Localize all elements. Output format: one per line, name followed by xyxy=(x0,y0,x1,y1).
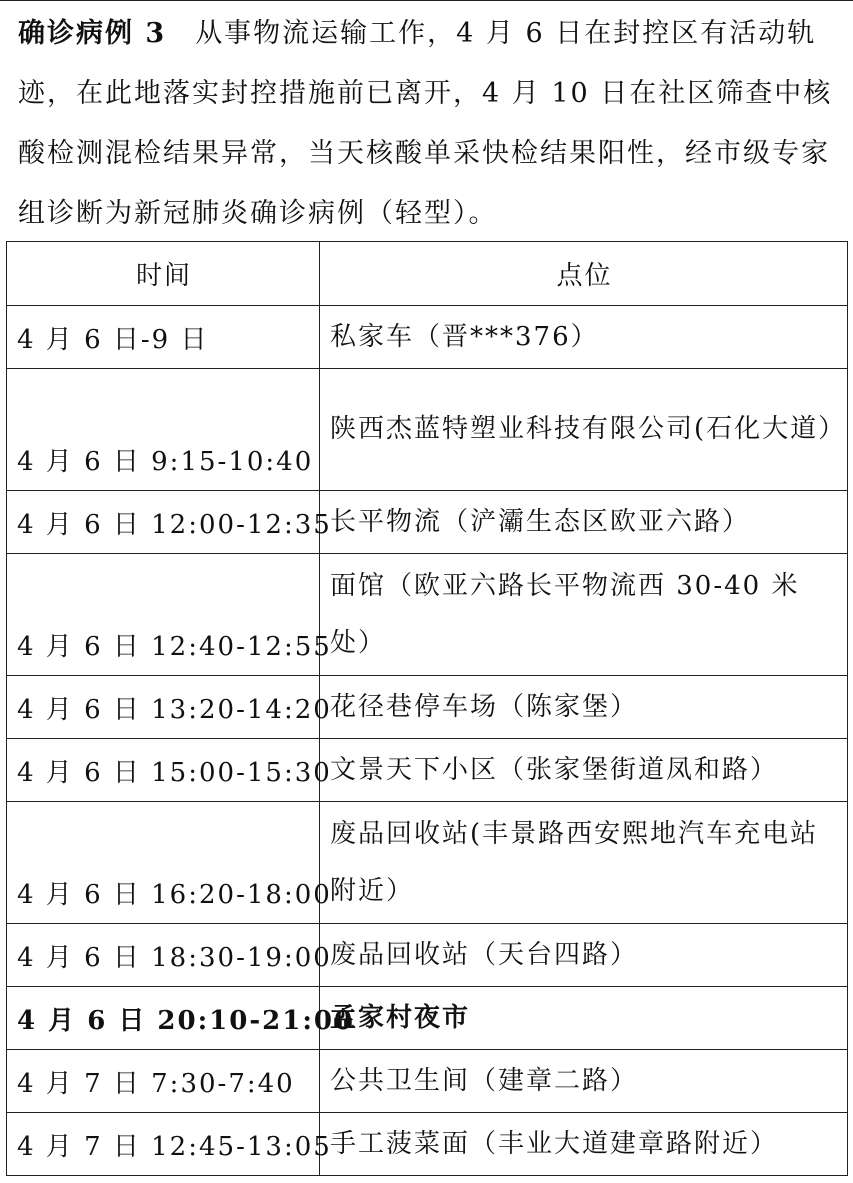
row-place: 废品回收站(丰景路西安熙地汽车充电站附近） xyxy=(320,802,848,924)
row-time: 4 月 6 日 9:15-10:40 xyxy=(7,369,320,491)
row-place: 文景天下小区（张家堡街道凤和路） xyxy=(320,739,848,802)
row-place: 花径巷停车场（陈家堡） xyxy=(320,676,848,739)
top-rule xyxy=(0,0,853,1)
row-place: 面馆（欧亚六路长平物流西 30-40 米处） xyxy=(320,554,848,676)
table-header-row xyxy=(7,242,848,306)
row-time: 4 月 7 日 12:45-13:05 xyxy=(7,1113,320,1176)
row-place: 公共卫生间（建章二路） xyxy=(320,1050,848,1113)
table-row xyxy=(7,306,848,369)
row-time: 4 月 6 日 12:00-12:35 xyxy=(7,491,320,554)
row-place: 长平物流（浐灞生态区欧亚六路） xyxy=(320,491,848,554)
row-time: 4 月 6 日 18:30-19:00 xyxy=(7,924,320,987)
row-time: 4 月 6 日 16:20-18:00 xyxy=(7,802,320,924)
row-place: 私家车（晋***376） xyxy=(320,306,848,369)
row-time: 4 月 6 日 13:20-14:20 xyxy=(7,676,320,739)
table-row xyxy=(7,987,848,1050)
row-time: 4 月 6 日 12:40-12:55 xyxy=(7,554,320,676)
row-time: 4 月 7 日 7:30-7:40 xyxy=(7,1050,320,1113)
case-label: 确诊病例 3 xyxy=(18,18,167,49)
row-place: 手工菠菜面（丰业大道建章路附近） xyxy=(320,1113,848,1176)
table-row xyxy=(7,676,848,739)
table-row xyxy=(7,739,848,802)
table-row xyxy=(7,554,848,676)
table-row xyxy=(7,802,848,924)
table-row xyxy=(7,491,848,554)
row-place: 陕西杰蓝特塑业科技有限公司(石化大道） xyxy=(320,369,848,491)
header-place: 点位 xyxy=(320,242,848,306)
row-place: 废品回收站（天台四路） xyxy=(320,924,848,987)
row-time: 4 月 6 日-9 日 xyxy=(7,306,320,369)
table-row xyxy=(7,1113,848,1176)
case-description xyxy=(18,4,838,244)
row-place: 孟家村夜市 xyxy=(320,987,848,1050)
itinerary-table xyxy=(6,241,848,1176)
header-time: 时间 xyxy=(7,242,320,306)
row-time: 4 月 6 日 20:10-21:00 xyxy=(7,987,320,1050)
table-row xyxy=(7,924,848,987)
row-time: 4 月 6 日 15:00-15:30 xyxy=(7,739,320,802)
table-row xyxy=(7,1050,848,1113)
table-row xyxy=(7,369,848,491)
case-text: 从事物流运输工作，4 月 6 日在封控区有活动轨迹，在此地落实封控措施前已离开，4 月 10 日在社区筛查中核酸检测混检结果异常，当天核酸单采快检结果阳性，经市级专家组诊断为新冠肺炎确诊病例（轻型）。 xyxy=(18,18,833,229)
